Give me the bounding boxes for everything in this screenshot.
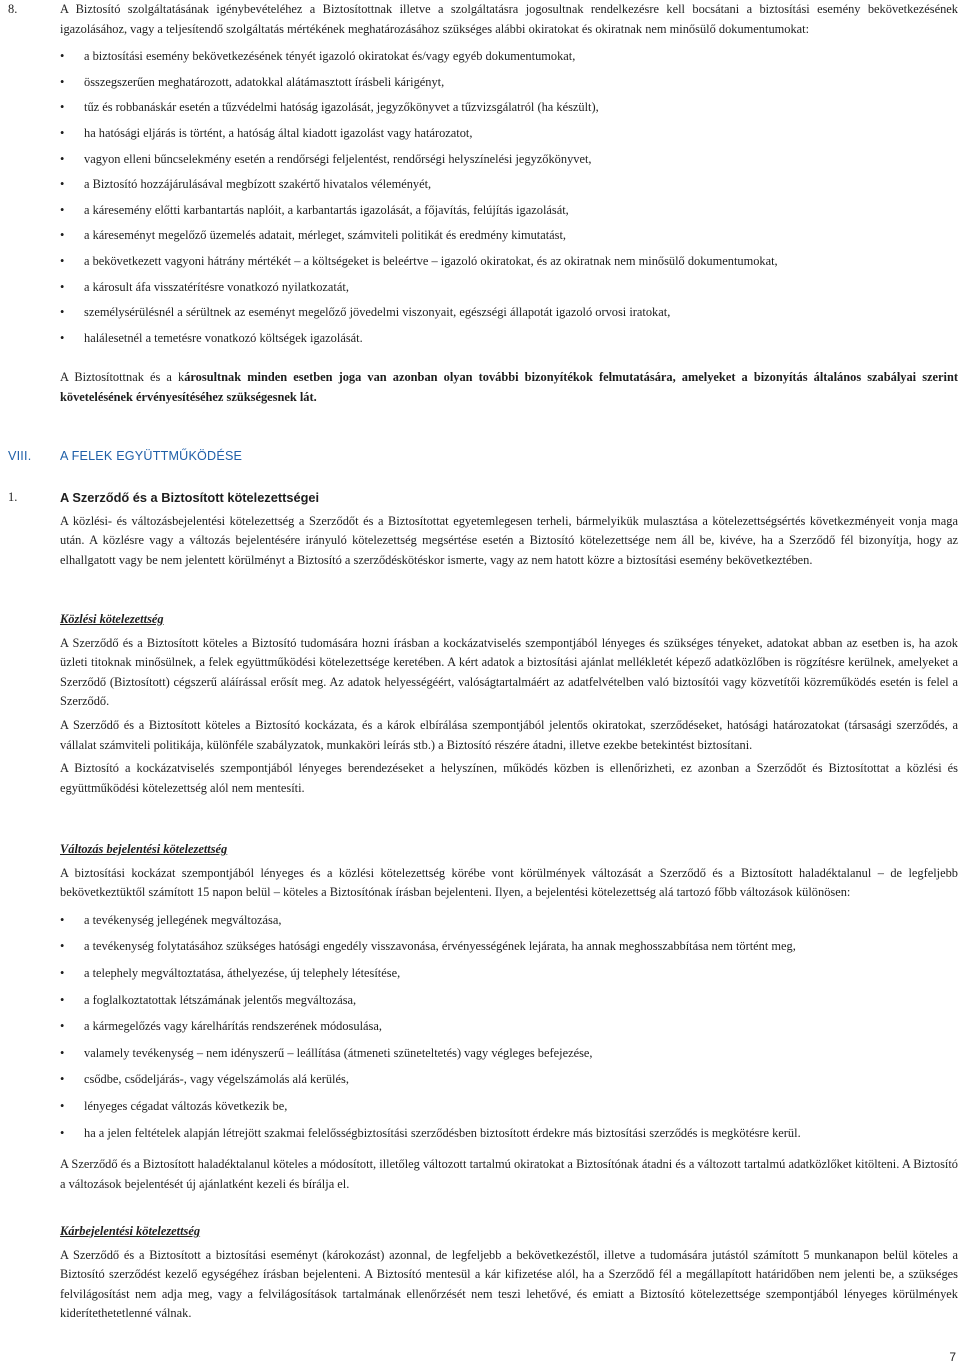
list-item: • ha a jelen feltételek alapján létrejött szakmai felelősségbiztosítási szerződésben biztosított érdekre más biztosítási szerződés is megkötésre kerül. bbox=[60, 1124, 958, 1144]
list-item: • a káresemény előtti karbantartás naplóit, a karbantartás igazolását, a főjavítás, felújítás igazolását, bbox=[60, 201, 958, 221]
change-notification-heading: Változás bejelentési kötelezettség bbox=[60, 842, 228, 856]
list-item: • csődbe, csődeljárás-, vagy végelszámolás alá kerülés, bbox=[60, 1070, 958, 1090]
disclosure-heading: Közlési kötelezettség bbox=[60, 612, 164, 626]
section-title: A FELEK EGYÜTTMŰKÖDÉSE bbox=[60, 449, 243, 463]
change-types-list bbox=[60, 911, 958, 1143]
list-item: • lényeges cégadat változás következik be, bbox=[60, 1097, 958, 1117]
section-number: VIII. bbox=[8, 449, 32, 463]
claim-notification-paragraph: A Szerződő és a Biztosított a biztosítási eseményt (károkozást) azonnal, de legfeljebb a bekövetkezéstől, illetve a tudomására jutástól számított 5 munkanapon belül köteles a Biztosító szerződést kezelő egységéhez írásban bejelenteni. A Biztosító mentesül a kár kifizetése alól, ha a Szerződő fél a megállapított határidőben nem jelenti be, a szükséges felvilágosítást nem adja meg, vagy a felvilágosítások tartalmának ellenőrzését nem teszi lehetővé, és emiatt a Biztosító kötelezettsége szempontjából lényeges körülmények kiderítethetetlenné válnak. bbox=[60, 1247, 958, 1321]
subsection-number: 1. bbox=[8, 490, 18, 504]
disclosure-paragraph-1: A Szerződő és a Biztosított köteles a Biztosító tudomására hozni írásban a kockázatviselés szempontjából lényeges és szükséges tényeket, adatokat abban az esetben is, ha azok üzleti titoknak minősülnek, a felek együttműködési kötelezettsége keretében. A kért adatok a biztosítási ajánlat mellékletét képező adatközlőben is rögzítésre kerülnek, amelyeket a Szerződő (Biztosított) cégszerű aláírással erősít meg. Az adatok helyességéért, valóságtartalmáért az adatfelvételben való biztosítói vagy közvetítői közreműködés esetén is felel a Szerződő. bbox=[60, 635, 958, 709]
documents-section bbox=[60, 0, 958, 408]
list-item: • a tevékenység folytatásához szükséges hatósági engedély visszavonása, érvényességének lejárata, ha annak meghosszabbítása nem történt meg, bbox=[60, 937, 958, 957]
evidence-rights-paragraph bbox=[60, 368, 958, 407]
change-notification-paragraph-1: A biztosítási kockázat szempontjából lényeges és a közlési kötelezettség körébe vont körülmények változását a Szerződő és a Biztosított haladéktalanul – de legfeljebb bekövetkeztüktől számított 15 napon belül – köteles a Biztosítónak írásban bejelenteni. Ilyen, a bejelentési kötelezettség alá tartozó főbb változások különösen: bbox=[60, 865, 958, 900]
claim-notification-heading: Kárbejelentési kötelezettség bbox=[60, 1224, 201, 1238]
list-item: • ha hatósági eljárás is történt, a hatóság által kiadott igazolást vagy határozatot, bbox=[60, 124, 958, 144]
change-notification-paragraph-2: A Szerződő és a Biztosított haladéktalanul köteles a módosított, illetőleg változott tartalmú okiratokat a Biztosítónak átadni és a változott tartalmú adatközlőket kitölteni. A Biztosító a változások bejelentését új ajánlatként kezeli és bírálja el. bbox=[60, 1157, 958, 1191]
list-item: • a biztosítási esemény bekövetkezésének tényét igazoló okiratokat és/vagy egyéb dokumentumokat, bbox=[60, 47, 958, 67]
disclosure-paragraph-3: A Biztosító a kockázatviselés szempontjából lényeges berendezéseket a helyszínen, működés közben is ellenőrizheti, ez azonban a Szerződőt és Biztosítottat a közlési és együttműködési kötelezettség alól nem mentesíti. bbox=[60, 761, 958, 795]
documents-intro-paragraph: A Biztosító szolgáltatásának igénybevételéhez a Biztosítottnak illetve a szolgáltatásra jogosultnak rendelkezésre kell bocsátani a biztosítási esemény bekövetkezésének igazolásához, vagy a teljesítendő szolgáltatás mértékének meghatározásához szükséges alábbi okiratokat és okiratnak nem minősülő dokumentumokat: bbox=[60, 2, 958, 36]
item-number-8: 8. bbox=[8, 2, 18, 16]
obligations-section bbox=[60, 488, 958, 570]
disclosure-paragraph-2: A Szerződő és a Biztosított köteles a Biztosító kockázata, és a károk elbírálása szempontjából jelentős okiratokat, szerződéseket, hatósági határozatokat (társasági szerződés, a vállalat számviteli politikája, különféle szabályzatok, munkaköri leírás stb.) a Biztosító részére átadni, illetve ezekbe betekintést biztosítani. bbox=[60, 717, 958, 752]
page-number: 7 bbox=[949, 1350, 956, 1364]
list-item: • vagyon elleni bűncselekmény esetén a rendőrségi feljelentést, rendőrségi helyszínelési jegyzőkönyvet, bbox=[60, 150, 958, 170]
claim-notification-section bbox=[60, 1222, 958, 1324]
list-item: • a tevékenység jellegének megváltozása, bbox=[60, 911, 958, 931]
evidence-rights-bold-text: árosultnak minden esetben joga van azonban olyan további bizonyítékok felmutatására, amelyeket a bizonyítás általános szabályai szerint követelésének érvényesítéséhez szükségesnek lát. bbox=[60, 370, 958, 404]
required-documents-list bbox=[60, 47, 958, 348]
list-item: • a bekövetkezett vagyoni hátrány mértékét – a költségeket is beleértve – igazoló okiratokat, és az okiratnak nem minősülő dokumentumokat, bbox=[60, 252, 958, 272]
list-item: • a káreseményt megelőző üzemelés adatait, mérleget, számviteli politikát és eredmény kimutatást, bbox=[60, 226, 958, 246]
subsection-title: A Szerződő és a Biztosított kötelezettségei bbox=[60, 490, 320, 505]
list-item: • a Biztosító hozzájárulásával megbízott szakértő hivatalos véleményét, bbox=[60, 175, 958, 195]
list-item: • valamely tevékenység – nem idényszerű – leállítása (átmeneti szüneteltetés) vagy végleges befejezése, bbox=[60, 1044, 958, 1064]
list-item: • tűz és robbanáskár esetén a tűzvédelmi hatóság igazolását, jegyzőkönyvet a tűzvizsgálatról (ha készült), bbox=[60, 98, 958, 118]
list-item: • halálesetnél a temetésre vonatkozó költségek igazolását. bbox=[60, 329, 958, 349]
evidence-rights-normal-text: A Biztosítottnak és a k bbox=[60, 370, 185, 385]
disclosure-section bbox=[60, 610, 958, 798]
obligations-intro-paragraph: A közlési- és változásbejelentési kötelezettség a Szerződőt és a Biztosítottat egyetemlegesen terheli, bármelyikük mulasztása a kötelezettségsértés következményeit vonja maga után. A közlésre vagy a változás bejelentésére irányuló kötelezettség megsértése esetén a Biztosító kötelezettsége nem áll be, kivéve, ha a Szerződő fél bizonyítja, hogy az elhallgatott vagy be nem jelentett körülményt a Biztosító a szerződéskötéskor ismerte, vagy az nem hatott közre a biztosítási esemény bekövetkeztében. bbox=[60, 513, 958, 567]
list-item: • személysérülésnél a sérültnek az eseményt megelőző jövedelmi viszonyait, egészségi állapotát igazoló orvosi iratokat, bbox=[60, 303, 958, 323]
list-item: • a kármegelőzés vagy kárelhárítás rendszerének módosulása, bbox=[60, 1017, 958, 1037]
list-item: • a telephely megváltoztatása, áthelyezése, új telephely létesítése, bbox=[60, 964, 958, 984]
list-item: • a károsult áfa visszatérítésre vonatkozó nyilatkozatát, bbox=[60, 278, 958, 298]
list-item: • összegszerűen meghatározott, adatokkal alátámasztott írásbeli kárigényt, bbox=[60, 73, 958, 93]
change-notification-section bbox=[60, 840, 958, 1194]
list-item: • a foglalkoztatottak létszámának jelentős megváltozása, bbox=[60, 991, 958, 1011]
